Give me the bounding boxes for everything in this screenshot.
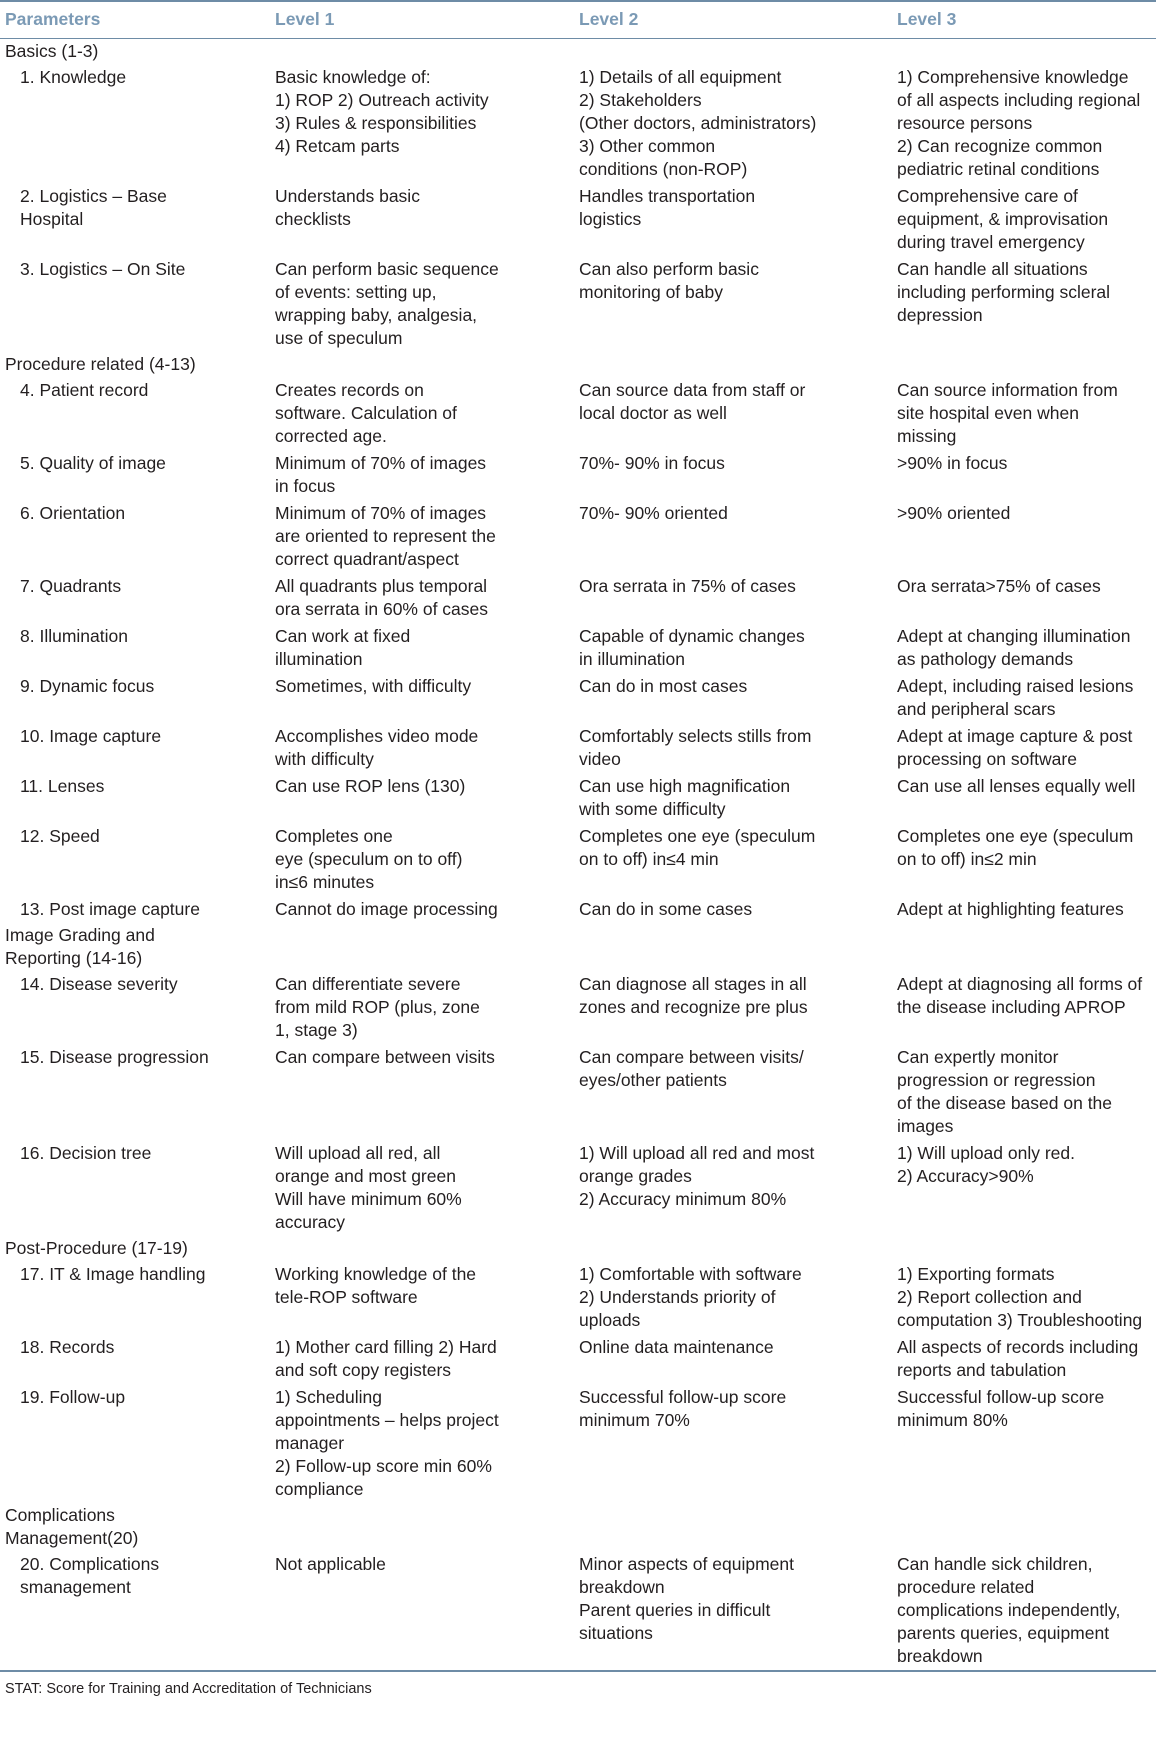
level-3-cell: Adept at diagnosing all forms of the disease including APROP — [897, 974, 1143, 1017]
level-2-cell: Can source data from staff or local doctor as well — [579, 380, 806, 423]
level-2-cell: Handles transportation logistics — [579, 186, 756, 229]
table-row — [0, 377, 1156, 450]
level-3-cell: 1) Will upload only red. 2) Accuracy>90% — [897, 1143, 1075, 1186]
table-row — [0, 773, 1156, 823]
table-row — [0, 1140, 1156, 1236]
header-level-2: Level 2 — [579, 1, 897, 39]
level-3-cell: Can source information from site hospital even when missing — [897, 380, 1118, 446]
table-row — [0, 1261, 1156, 1334]
level-2-cell: Can compare between visits/ eyes/other patients — [579, 1047, 804, 1090]
section-row — [0, 1503, 1156, 1551]
parameter-cell: 6. Orientation — [20, 503, 126, 523]
table-body — [0, 39, 1156, 1672]
level-1-cell: 1) Scheduling appointments – helps project manager 2) Follow-up score min 60% compliance — [275, 1387, 499, 1499]
level-3-cell: Adept at changing illumination as pathology demands — [897, 626, 1131, 669]
table-row — [0, 896, 1156, 923]
level-2-cell: Comfortably selects stills from video — [579, 726, 812, 769]
level-2-cell: Completes one eye (speculum on to off) in≤4 min — [579, 826, 816, 869]
level-1-cell: Minimum of 70% of images in focus — [275, 453, 487, 496]
level-3-cell: Can handle all situations including performing scleral depression — [897, 259, 1111, 325]
level-3-cell: Can use all lenses equally well — [897, 776, 1136, 796]
level-1-cell: All quadrants plus temporal ora serrata in 60% of cases — [275, 576, 489, 619]
section-row — [0, 39, 1156, 65]
level-3-cell: Comprehensive care of equipment, & improvisation during travel emergency — [897, 186, 1109, 252]
level-1-cell: 1) Mother card filling 2) Hard and soft copy registers — [275, 1337, 497, 1380]
level-2-cell: Can do in some cases — [579, 899, 753, 919]
level-2-cell: Can also perform basic monitoring of baby — [579, 259, 759, 302]
level-3-cell: >90% in focus — [897, 453, 1008, 473]
section-label: Image Grading and Reporting (14-16) — [5, 925, 155, 968]
level-1-cell: Cannot do image processing — [275, 899, 498, 919]
parameter-cell: 18. Records — [20, 1337, 115, 1357]
parameter-cell: 15. Disease progression — [20, 1047, 209, 1067]
footnote-row — [0, 1671, 1156, 1701]
parameter-cell: 11. Lenses — [20, 776, 105, 796]
table-row — [0, 1384, 1156, 1503]
level-2-cell: 1) Details of all equipment 2) Stakeholders (Other doctors, administrators) 3) Other common conditions (non-ROP) — [579, 67, 817, 179]
table-row — [0, 573, 1156, 623]
header-parameters: Parameters — [0, 1, 275, 39]
table-row — [0, 1551, 1156, 1671]
table-row — [0, 673, 1156, 723]
section-label: Complications Management(20) — [5, 1505, 139, 1548]
table-row — [0, 256, 1156, 352]
parameter-cell: 1. Knowledge — [20, 67, 127, 87]
level-2-cell: 1) Comfortable with software 2) Understands priority of uploads — [579, 1264, 802, 1330]
level-3-cell: Adept at image capture & post processing on software — [897, 726, 1133, 769]
level-2-cell: Capable of dynamic changes in illumination — [579, 626, 805, 669]
level-3-cell: >90% oriented — [897, 503, 1011, 523]
level-2-cell: Can do in most cases — [579, 676, 748, 696]
table-footer — [0, 1671, 1156, 1701]
level-1-cell: Sometimes, with difficulty — [275, 676, 472, 696]
level-2-cell: Can use high magnification with some difficulty — [579, 776, 791, 819]
level-1-cell: Understands basic checklists — [275, 186, 420, 229]
level-3-cell: 1) Comprehensive knowledge of all aspects including regional resource persons 2) Can recognize common pediatric retinal conditions — [897, 67, 1141, 179]
section-row — [0, 923, 1156, 971]
level-1-cell: Working knowledge of the tele-ROP software — [275, 1264, 477, 1307]
parameter-cell: 9. Dynamic focus — [20, 676, 155, 696]
table-row — [0, 623, 1156, 673]
level-2-cell: 70%- 90% in focus — [579, 453, 725, 473]
level-3-cell: All aspects of records including reports and tabulation — [897, 1337, 1139, 1380]
parameter-cell: 10. Image capture — [20, 726, 162, 746]
level-1-cell: Completes one eye (speculum on to off) in≤6 minutes — [275, 826, 463, 892]
level-1-cell: Can compare between visits — [275, 1047, 495, 1067]
level-3-cell: Ora serrata>75% of cases — [897, 576, 1101, 596]
parameter-cell: 4. Patient record — [20, 380, 149, 400]
section-row — [0, 1236, 1156, 1261]
level-3-cell: 1) Exporting formats 2) Report collection and computation 3) Troubleshooting — [897, 1264, 1143, 1330]
table-row — [0, 64, 1156, 183]
header-row — [0, 1, 1156, 39]
level-3-cell: Can expertly monitor progression or regression of the disease based on the images — [897, 1047, 1113, 1136]
level-1-cell: Basic knowledge of: 1) ROP 2) Outreach activity 3) Rules & responsibilities 4) Retcam parts — [275, 67, 489, 156]
level-1-cell: Accomplishes video mode with difficulty — [275, 726, 479, 769]
level-3-cell: Completes one eye (speculum on to off) in≤2 min — [897, 826, 1134, 869]
level-1-cell: Creates records on software. Calculation of corrected age. — [275, 380, 457, 446]
parameter-cell: 12. Speed — [20, 826, 100, 846]
level-3-cell: Adept, including raised lesions and peripheral scars — [897, 676, 1134, 719]
level-2-cell: Successful follow-up score minimum 70% — [579, 1387, 787, 1430]
table-row — [0, 1044, 1156, 1140]
parameter-cell: 7. Quadrants — [20, 576, 122, 596]
level-2-cell: 1) Will upload all red and most orange grades 2) Accuracy minimum 80% — [579, 1143, 815, 1209]
level-1-cell: Can work at fixed illumination — [275, 626, 411, 669]
parameter-cell: 2. Logistics – Base Hospital — [20, 186, 167, 229]
section-label: Basics (1-3) — [5, 41, 99, 61]
section-row — [0, 352, 1156, 377]
parameter-cell: 16. Decision tree — [20, 1143, 152, 1163]
level-3-cell: Adept at highlighting features — [897, 899, 1124, 919]
parameter-cell: 20. Complications smanagement — [20, 1554, 160, 1597]
level-1-cell: Not applicable — [275, 1554, 386, 1574]
table-row — [0, 1334, 1156, 1384]
parameter-cell: 14. Disease severity — [20, 974, 178, 994]
level-1-cell: Will upload all red, all orange and most green Will have minimum 60% accuracy — [275, 1143, 462, 1232]
level-2-cell: Minor aspects of equipment breakdown Parent queries in difficult situations — [579, 1554, 794, 1643]
level-1-cell: Can differentiate severe from mild ROP (plus, zone 1, stage 3) — [275, 974, 480, 1040]
table-row — [0, 450, 1156, 500]
parameter-cell: 17. IT & Image handling — [20, 1264, 206, 1284]
level-2-cell: Can diagnose all stages in all zones and recognize pre plus — [579, 974, 808, 1017]
level-1-cell: Minimum of 70% of images are oriented to represent the correct quadrant/aspect — [275, 503, 496, 569]
level-1-cell: Can perform basic sequence of events: setting up, wrapping baby, analgesia, use of speculum — [275, 259, 499, 348]
header-level-1: Level 1 — [275, 1, 579, 39]
table-row — [0, 183, 1156, 256]
section-label: Procedure related (4-13) — [5, 354, 196, 374]
parameter-cell: 19. Follow-up — [20, 1387, 126, 1407]
table-row — [0, 823, 1156, 896]
section-label: Post-Procedure (17-19) — [5, 1238, 188, 1258]
header-level-3: Level 3 — [897, 1, 1156, 39]
level-3-cell: Can handle sick children, procedure related complications independently, parents queries, equipment breakdown — [897, 1554, 1121, 1666]
parameter-cell: 13. Post image capture — [20, 899, 200, 919]
level-2-cell: 70%- 90% oriented — [579, 503, 728, 523]
parameter-cell: 3. Logistics – On Site — [20, 259, 186, 279]
footnote: STAT: Score for Training and Accreditation of Technicians — [0, 1671, 1156, 1701]
level-1-cell: Can use ROP lens (130) — [275, 776, 466, 796]
parameter-cell: 5. Quality of image — [20, 453, 166, 473]
level-2-cell: Ora serrata in 75% of cases — [579, 576, 796, 596]
table-row — [0, 723, 1156, 773]
level-3-cell: Successful follow-up score minimum 80% — [897, 1387, 1105, 1430]
table-row — [0, 500, 1156, 573]
table-row — [0, 971, 1156, 1044]
level-2-cell: Online data maintenance — [579, 1337, 774, 1357]
parameter-cell: 8. Illumination — [20, 626, 128, 646]
table-header — [0, 1, 1156, 39]
